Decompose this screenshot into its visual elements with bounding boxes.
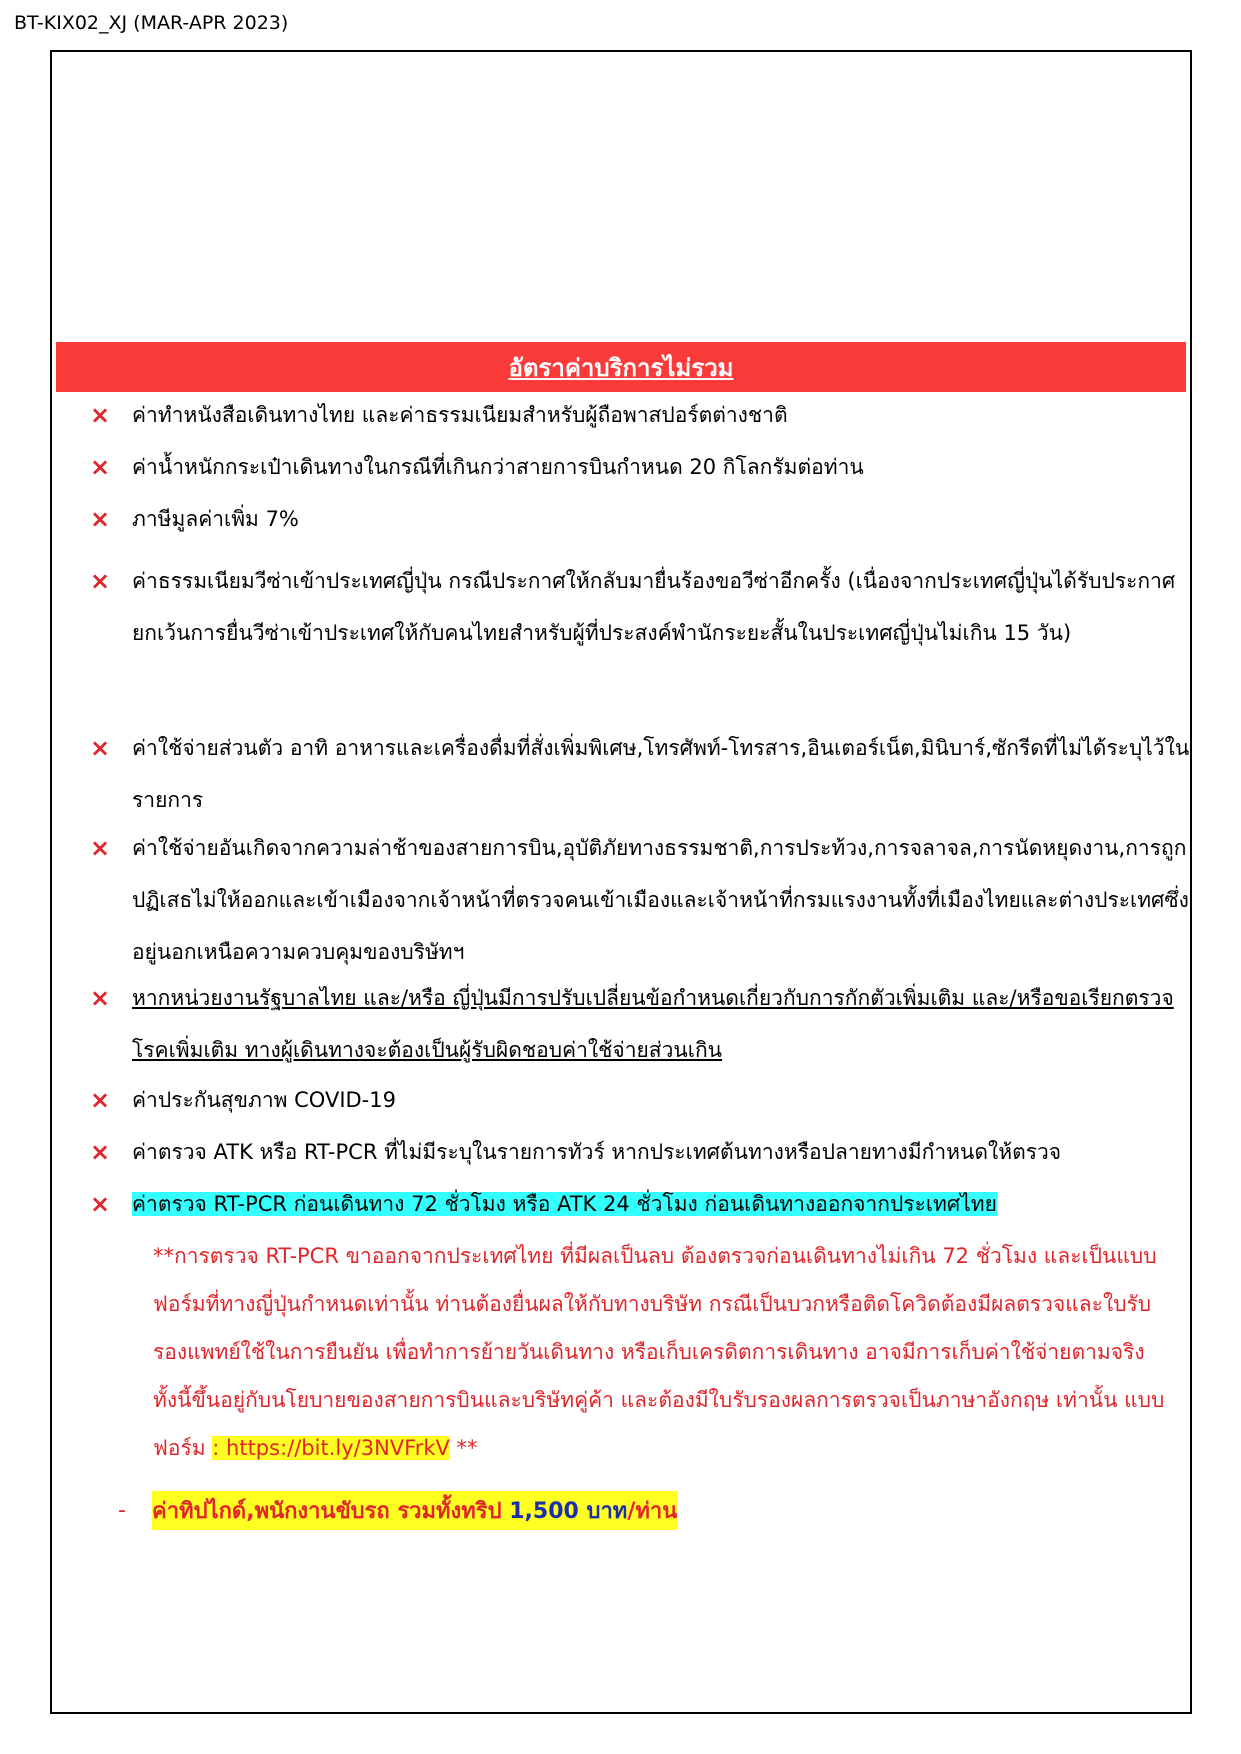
item-text: หากหน่วยงานรัฐบาลไทย และ/หรือ ญี่ปุ่นมีการปรับเปลี่ยนข้อกำหนดเกี่ยวกับการกักตัวเพิ่มเติม และ/หรือขอเรียกตรวจโรคเพิ่มเติม ทางผู้เดินทางจะต้องเป็นผู้รับผิดชอบค่าใช้จ่ายส่วนเกิน	[132, 986, 1174, 1062]
cross-icon: ×	[90, 1138, 111, 1166]
section-title: อัตราค่าบริการไม่รวม	[508, 353, 734, 382]
list-item	[90, 1074, 1190, 1126]
item-text: ค่าธรรมเนียมวีซ่าเข้าประเทศญี่ปุ่น กรณีประกาศให้กลับมายื่นร้องขอวีซ่าอีกครั้ง (เนื่องจากประเทศญี่ปุ่นได้รับประกาศยกเว้นการยื่นวีซ่าเข้าประเทศให้กับคนไทยสำหรับผู้ที่ประสงค์พำนักระยะสั้นในประเทศญี่ปุ่นไม่เกิน 15 วัน)	[132, 569, 1176, 645]
item-text: ค่าน้ำหนักกระเป๋าเดินทางในกรณีที่เกินกว่าสายการบินกำหนด 20 กิโลกรัมต่อท่าน	[132, 455, 864, 479]
tip-line	[118, 1491, 677, 1530]
note-tail: **	[449, 1436, 478, 1460]
list-item	[90, 555, 1190, 659]
item-text: ค่าทำหนังสือเดินทางไทย และค่าธรรมเนียมสำหรับผู้ถือพาสปอร์ตต่างชาติ	[132, 403, 788, 427]
tip-text	[152, 1491, 677, 1530]
form-link[interactable]: : https://bit.ly/3NVFrkV	[212, 1436, 450, 1460]
document-code: BT-KIX02_XJ (MAR-APR 2023)	[14, 12, 289, 34]
cross-icon: ×	[90, 401, 111, 429]
cross-icon: ×	[90, 567, 111, 595]
list-item	[90, 441, 1190, 493]
tip-label: ค่าทิปไกด์,พนักงานขับรถ รวมทั้งทริป	[152, 1499, 510, 1524]
cross-icon: ×	[90, 1086, 111, 1114]
rt-pcr-note	[153, 1232, 1183, 1472]
dash-bullet: -	[118, 1498, 126, 1523]
highlighted-text: ค่าตรวจ RT-PCR ก่อนเดินทาง 72 ชั่วโมง หรือ ATK 24 ชั่วโมง ก่อนเดินทางออกจากประเทศไทย	[132, 1192, 997, 1216]
tip-amount: 1,500 บาท	[509, 1499, 628, 1524]
cross-icon: ×	[90, 734, 111, 762]
item-text: ค่าตรวจ ATK หรือ RT-PCR ที่ไม่มีระบุในรายการทัวร์ หากประเทศต้นทางหรือปลายทางมีกำหนดให้ตรวจ	[132, 1140, 1062, 1164]
item-text: ค่าประกันสุขภาพ COVID-19	[132, 1088, 396, 1112]
cross-icon: ×	[90, 505, 111, 533]
note-text: **การตรวจ RT-PCR ขาออกจากประเทศไทย ที่มีผลเป็นลบ ต้องตรวจก่อนเดินทางไม่เกิน 72 ชั่วโมง และเป็นแบบฟอร์มที่ทางญี่ปุ่นกำหนดเท่านั้น ท่านต้องยื่นผลให้กับทางบริษัท กรณีเป็นบวกหรือติดโควิดต้องมีผลตรวจและใบรับรองแพทย์ใช้ในการยืนยัน เพื่อทำการย้ายวันเดินทาง หรือเก็บเครดิตการเดินทาง อาจมีการเก็บค่าใช้จ่ายตามจริง ทั้งนี้ขึ้นอยู่กับนโยบายของสายการบินและบริษัทคู่ค้า และต้องมีใบรับรองผลการตรวจเป็นภาษาอังกฤษ เท่านั้น แบบฟอร์ม	[153, 1244, 1165, 1460]
cross-icon: ×	[90, 453, 111, 481]
list-item	[90, 1126, 1190, 1178]
cross-icon: ×	[90, 1190, 111, 1218]
list-item	[90, 722, 1190, 826]
item-text: ค่าใช้จ่ายอันเกิดจากความล่าช้าของสายการบิน,อุบัติภัยทางธรรมชาติ,การประท้วง,การจลาจล,การนัดหยุดงาน,การถูกปฏิเสธไม่ให้ออกและเข้าเมืองจากเจ้าหน้าที่ตรวจคนเข้าเมืองและเจ้าหน้าที่กรมแรงงานทั้งที่เมืองไทยและต่างประเทศซึ่งอยู่นอกเหนือความควบคุมของบริษัทฯ	[132, 836, 1189, 964]
list-item	[90, 389, 1190, 441]
section-header	[56, 342, 1186, 392]
cross-icon: ×	[90, 984, 111, 1012]
list-item	[90, 1178, 1190, 1230]
list-item	[90, 493, 1190, 545]
item-text: ภาษีมูลค่าเพิ่ม 7%	[132, 507, 299, 531]
item-text: ค่าใช้จ่ายส่วนตัว อาทิ อาหารและเครื่องดื่มที่สั่งเพิ่มพิเศษ,โทรศัพท์-โทรสาร,อินเตอร์เน็ต,มินิบาร์,ซักรีดที่ไม่ได้ระบุไว้ในรายการ	[132, 736, 1190, 812]
tip-unit: /ท่าน	[627, 1499, 678, 1524]
item-text	[132, 1178, 1190, 1230]
list-item	[90, 972, 1190, 1076]
cross-icon: ×	[90, 834, 111, 862]
list-item	[90, 822, 1190, 978]
